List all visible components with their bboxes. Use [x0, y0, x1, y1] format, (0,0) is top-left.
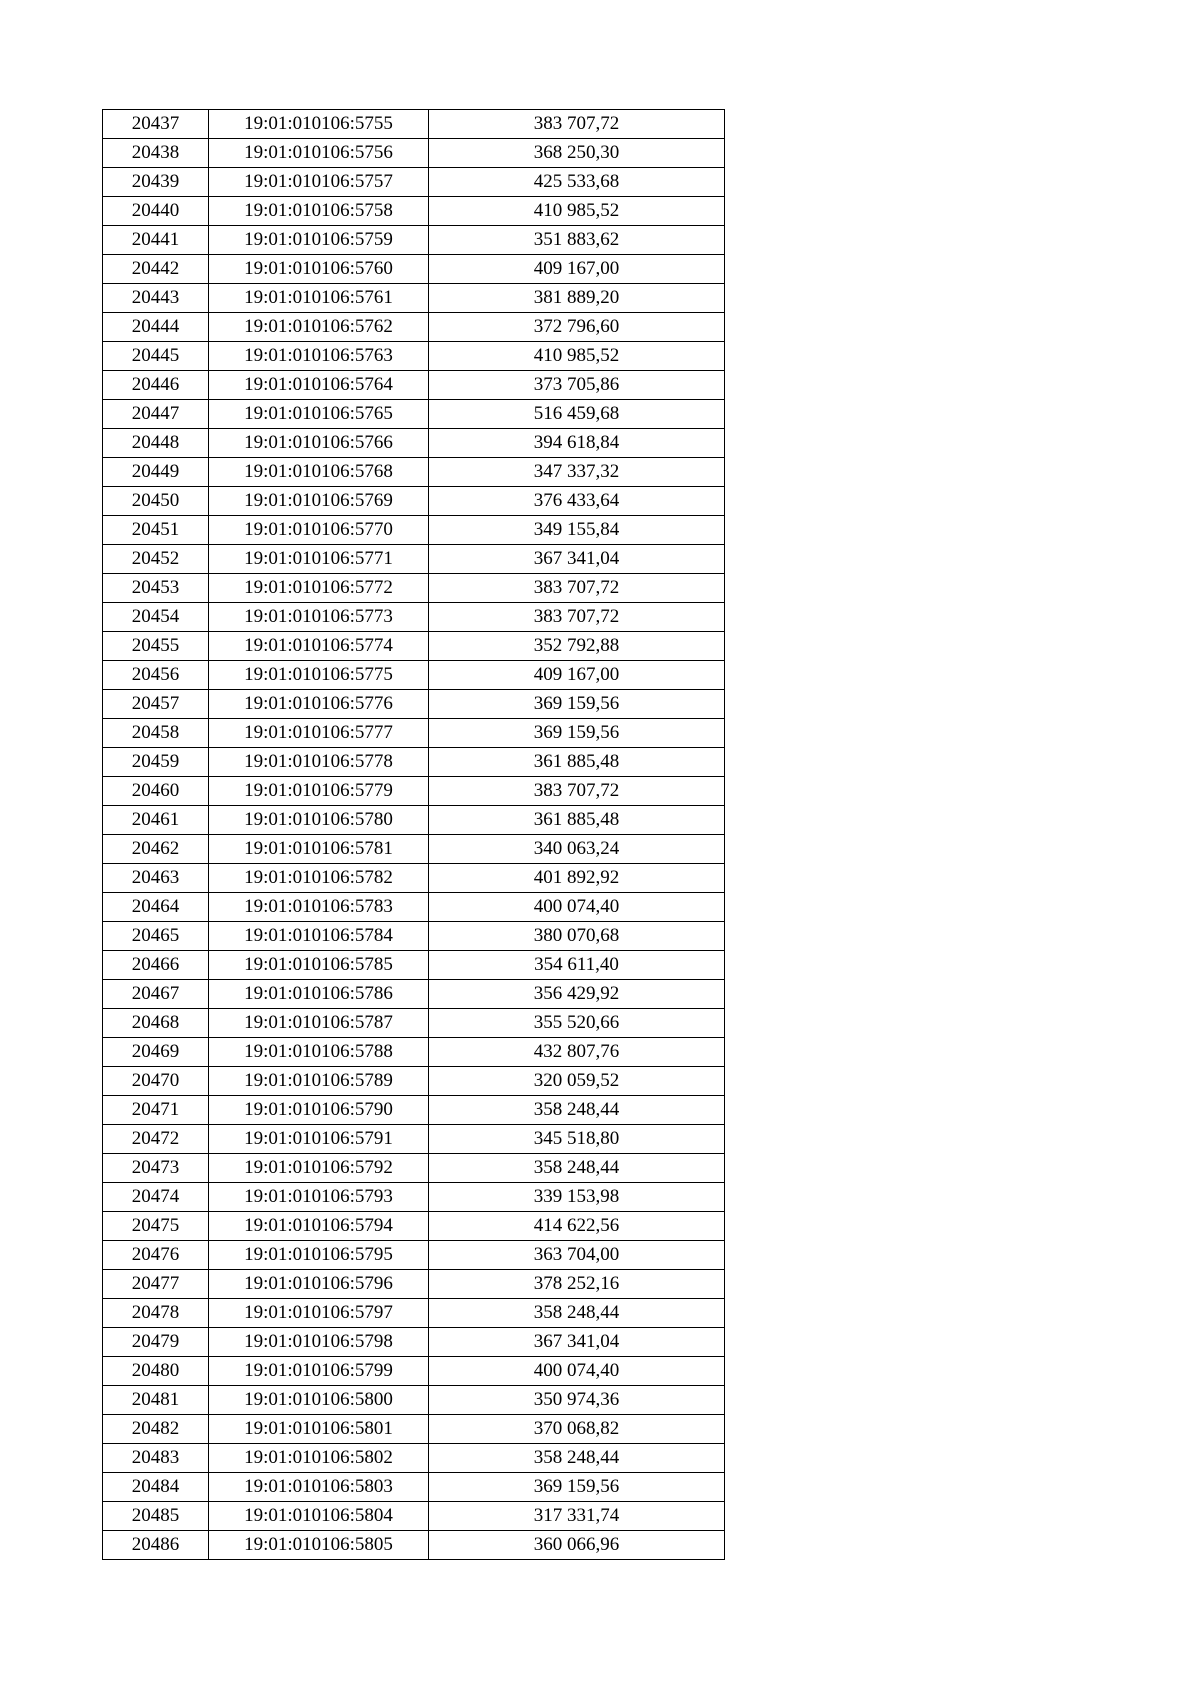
value-cell: 320 059,52: [429, 1067, 725, 1096]
cadastral-number-cell: 19:01:010106:5779: [209, 777, 429, 806]
table-row: [103, 719, 725, 748]
records-table-body: [103, 110, 725, 1560]
cadastral-number-cell: 19:01:010106:5796: [209, 1270, 429, 1299]
cadastral-number-cell: 19:01:010106:5802: [209, 1444, 429, 1473]
row-number-cell: 20452: [103, 545, 209, 574]
cadastral-number-cell: 19:01:010106:5794: [209, 1212, 429, 1241]
row-number-cell: 20440: [103, 197, 209, 226]
table-row: [103, 197, 725, 226]
row-number-cell: 20474: [103, 1183, 209, 1212]
cadastral-number-cell: 19:01:010106:5778: [209, 748, 429, 777]
records-table: [102, 109, 725, 1560]
value-cell: 317 331,74: [429, 1502, 725, 1531]
table-row: [103, 487, 725, 516]
row-number-cell: 20443: [103, 284, 209, 313]
value-cell: 409 167,00: [429, 661, 725, 690]
table-row: [103, 632, 725, 661]
value-cell: 352 792,88: [429, 632, 725, 661]
table-row: [103, 400, 725, 429]
table-row: [103, 284, 725, 313]
row-number-cell: 20446: [103, 371, 209, 400]
row-number-cell: 20470: [103, 1067, 209, 1096]
cadastral-number-cell: 19:01:010106:5757: [209, 168, 429, 197]
table-row: [103, 429, 725, 458]
value-cell: 432 807,76: [429, 1038, 725, 1067]
row-number-cell: 20450: [103, 487, 209, 516]
table-row: [103, 893, 725, 922]
cadastral-number-cell: 19:01:010106:5797: [209, 1299, 429, 1328]
cadastral-number-cell: 19:01:010106:5790: [209, 1096, 429, 1125]
cadastral-number-cell: 19:01:010106:5766: [209, 429, 429, 458]
value-cell: 361 885,48: [429, 806, 725, 835]
row-number-cell: 20471: [103, 1096, 209, 1125]
row-number-cell: 20467: [103, 980, 209, 1009]
value-cell: 400 074,40: [429, 1357, 725, 1386]
row-number-cell: 20466: [103, 951, 209, 980]
row-number-cell: 20485: [103, 1502, 209, 1531]
cadastral-number-cell: 19:01:010106:5755: [209, 110, 429, 139]
table-row: [103, 458, 725, 487]
value-cell: 410 985,52: [429, 342, 725, 371]
row-number-cell: 20465: [103, 922, 209, 951]
value-cell: 339 153,98: [429, 1183, 725, 1212]
cadastral-number-cell: 19:01:010106:5768: [209, 458, 429, 487]
cadastral-number-cell: 19:01:010106:5785: [209, 951, 429, 980]
cadastral-number-cell: 19:01:010106:5799: [209, 1357, 429, 1386]
row-number-cell: 20468: [103, 1009, 209, 1038]
cadastral-number-cell: 19:01:010106:5756: [209, 139, 429, 168]
value-cell: 383 707,72: [429, 574, 725, 603]
cadastral-number-cell: 19:01:010106:5777: [209, 719, 429, 748]
row-number-cell: 20437: [103, 110, 209, 139]
table-row: [103, 1241, 725, 1270]
table-row: [103, 1212, 725, 1241]
cadastral-number-cell: 19:01:010106:5759: [209, 226, 429, 255]
table-row: [103, 835, 725, 864]
row-number-cell: 20477: [103, 1270, 209, 1299]
value-cell: 425 533,68: [429, 168, 725, 197]
value-cell: 354 611,40: [429, 951, 725, 980]
row-number-cell: 20451: [103, 516, 209, 545]
value-cell: 345 518,80: [429, 1125, 725, 1154]
cadastral-number-cell: 19:01:010106:5788: [209, 1038, 429, 1067]
row-number-cell: 20484: [103, 1473, 209, 1502]
row-number-cell: 20449: [103, 458, 209, 487]
table-row: [103, 1154, 725, 1183]
value-cell: 370 068,82: [429, 1415, 725, 1444]
row-number-cell: 20464: [103, 893, 209, 922]
cadastral-number-cell: 19:01:010106:5805: [209, 1531, 429, 1560]
value-cell: 351 883,62: [429, 226, 725, 255]
cadastral-number-cell: 19:01:010106:5758: [209, 197, 429, 226]
cadastral-number-cell: 19:01:010106:5795: [209, 1241, 429, 1270]
cadastral-number-cell: 19:01:010106:5775: [209, 661, 429, 690]
cadastral-number-cell: 19:01:010106:5774: [209, 632, 429, 661]
cadastral-number-cell: 19:01:010106:5781: [209, 835, 429, 864]
row-number-cell: 20480: [103, 1357, 209, 1386]
table-row: [103, 342, 725, 371]
row-number-cell: 20453: [103, 574, 209, 603]
row-number-cell: 20445: [103, 342, 209, 371]
cadastral-number-cell: 19:01:010106:5770: [209, 516, 429, 545]
table-row: [103, 226, 725, 255]
cadastral-number-cell: 19:01:010106:5771: [209, 545, 429, 574]
cadastral-number-cell: 19:01:010106:5787: [209, 1009, 429, 1038]
cadastral-number-cell: 19:01:010106:5784: [209, 922, 429, 951]
table-row: [103, 1415, 725, 1444]
cadastral-number-cell: 19:01:010106:5786: [209, 980, 429, 1009]
cadastral-number-cell: 19:01:010106:5772: [209, 574, 429, 603]
value-cell: 394 618,84: [429, 429, 725, 458]
row-number-cell: 20444: [103, 313, 209, 342]
table-row: [103, 603, 725, 632]
cadastral-number-cell: 19:01:010106:5793: [209, 1183, 429, 1212]
table-row: [103, 255, 725, 284]
table-row: [103, 1183, 725, 1212]
value-cell: 373 705,86: [429, 371, 725, 400]
table-row: [103, 1067, 725, 1096]
value-cell: 356 429,92: [429, 980, 725, 1009]
table-row: [103, 748, 725, 777]
row-number-cell: 20481: [103, 1386, 209, 1415]
row-number-cell: 20456: [103, 661, 209, 690]
value-cell: 414 622,56: [429, 1212, 725, 1241]
value-cell: 361 885,48: [429, 748, 725, 777]
value-cell: 355 520,66: [429, 1009, 725, 1038]
row-number-cell: 20447: [103, 400, 209, 429]
value-cell: 358 248,44: [429, 1444, 725, 1473]
cadastral-number-cell: 19:01:010106:5763: [209, 342, 429, 371]
table-row: [103, 1009, 725, 1038]
value-cell: 383 707,72: [429, 110, 725, 139]
value-cell: 400 074,40: [429, 893, 725, 922]
value-cell: 410 985,52: [429, 197, 725, 226]
table-row: [103, 1502, 725, 1531]
cadastral-number-cell: 19:01:010106:5791: [209, 1125, 429, 1154]
cadastral-number-cell: 19:01:010106:5801: [209, 1415, 429, 1444]
value-cell: 401 892,92: [429, 864, 725, 893]
row-number-cell: 20463: [103, 864, 209, 893]
table-row: [103, 139, 725, 168]
row-number-cell: 20441: [103, 226, 209, 255]
table-row: [103, 661, 725, 690]
row-number-cell: 20442: [103, 255, 209, 284]
value-cell: 369 159,56: [429, 719, 725, 748]
table-row: [103, 1328, 725, 1357]
value-cell: 368 250,30: [429, 139, 725, 168]
row-number-cell: 20479: [103, 1328, 209, 1357]
value-cell: 350 974,36: [429, 1386, 725, 1415]
value-cell: 360 066,96: [429, 1531, 725, 1560]
row-number-cell: 20486: [103, 1531, 209, 1560]
row-number-cell: 20462: [103, 835, 209, 864]
value-cell: 358 248,44: [429, 1096, 725, 1125]
value-cell: 367 341,04: [429, 1328, 725, 1357]
table-row: [103, 1299, 725, 1328]
value-cell: 516 459,68: [429, 400, 725, 429]
table-row: [103, 1038, 725, 1067]
cadastral-number-cell: 19:01:010106:5789: [209, 1067, 429, 1096]
cadastral-number-cell: 19:01:010106:5798: [209, 1328, 429, 1357]
value-cell: 369 159,56: [429, 690, 725, 719]
table-row: [103, 951, 725, 980]
value-cell: 380 070,68: [429, 922, 725, 951]
cadastral-number-cell: 19:01:010106:5760: [209, 255, 429, 284]
row-number-cell: 20457: [103, 690, 209, 719]
row-number-cell: 20439: [103, 168, 209, 197]
cadastral-number-cell: 19:01:010106:5782: [209, 864, 429, 893]
value-cell: 381 889,20: [429, 284, 725, 313]
value-cell: 367 341,04: [429, 545, 725, 574]
row-number-cell: 20469: [103, 1038, 209, 1067]
table-row: [103, 1386, 725, 1415]
row-number-cell: 20482: [103, 1415, 209, 1444]
cadastral-number-cell: 19:01:010106:5762: [209, 313, 429, 342]
row-number-cell: 20448: [103, 429, 209, 458]
row-number-cell: 20438: [103, 139, 209, 168]
table-row: [103, 1473, 725, 1502]
value-cell: 372 796,60: [429, 313, 725, 342]
row-number-cell: 20478: [103, 1299, 209, 1328]
value-cell: 409 167,00: [429, 255, 725, 284]
table-row: [103, 1444, 725, 1473]
value-cell: 383 707,72: [429, 777, 725, 806]
row-number-cell: 20460: [103, 777, 209, 806]
cadastral-number-cell: 19:01:010106:5773: [209, 603, 429, 632]
cadastral-number-cell: 19:01:010106:5769: [209, 487, 429, 516]
table-row: [103, 777, 725, 806]
value-cell: 383 707,72: [429, 603, 725, 632]
row-number-cell: 20472: [103, 1125, 209, 1154]
cadastral-number-cell: 19:01:010106:5776: [209, 690, 429, 719]
table-row: [103, 1270, 725, 1299]
value-cell: 369 159,56: [429, 1473, 725, 1502]
value-cell: 358 248,44: [429, 1299, 725, 1328]
row-number-cell: 20476: [103, 1241, 209, 1270]
row-number-cell: 20455: [103, 632, 209, 661]
table-row: [103, 980, 725, 1009]
value-cell: 347 337,32: [429, 458, 725, 487]
row-number-cell: 20483: [103, 1444, 209, 1473]
cadastral-number-cell: 19:01:010106:5803: [209, 1473, 429, 1502]
cadastral-number-cell: 19:01:010106:5764: [209, 371, 429, 400]
value-cell: 363 704,00: [429, 1241, 725, 1270]
table-row: [103, 690, 725, 719]
row-number-cell: 20475: [103, 1212, 209, 1241]
table-row: [103, 110, 725, 139]
cadastral-number-cell: 19:01:010106:5765: [209, 400, 429, 429]
table-row: [103, 371, 725, 400]
table-row: [103, 545, 725, 574]
row-number-cell: 20473: [103, 1154, 209, 1183]
cadastral-number-cell: 19:01:010106:5761: [209, 284, 429, 313]
table-row: [103, 168, 725, 197]
table-row: [103, 574, 725, 603]
table-row: [103, 1125, 725, 1154]
cadastral-number-cell: 19:01:010106:5804: [209, 1502, 429, 1531]
value-cell: 340 063,24: [429, 835, 725, 864]
cadastral-number-cell: 19:01:010106:5780: [209, 806, 429, 835]
cadastral-number-cell: 19:01:010106:5783: [209, 893, 429, 922]
cadastral-number-cell: 19:01:010106:5792: [209, 1154, 429, 1183]
table-row: [103, 864, 725, 893]
cadastral-number-cell: 19:01:010106:5800: [209, 1386, 429, 1415]
value-cell: 376 433,64: [429, 487, 725, 516]
table-row: [103, 313, 725, 342]
value-cell: 349 155,84: [429, 516, 725, 545]
table-row: [103, 1096, 725, 1125]
table-row: [103, 1357, 725, 1386]
value-cell: 378 252,16: [429, 1270, 725, 1299]
row-number-cell: 20454: [103, 603, 209, 632]
value-cell: 358 248,44: [429, 1154, 725, 1183]
row-number-cell: 20461: [103, 806, 209, 835]
table-row: [103, 1531, 725, 1560]
row-number-cell: 20459: [103, 748, 209, 777]
table-row: [103, 922, 725, 951]
row-number-cell: 20458: [103, 719, 209, 748]
table-row: [103, 516, 725, 545]
table-row: [103, 806, 725, 835]
